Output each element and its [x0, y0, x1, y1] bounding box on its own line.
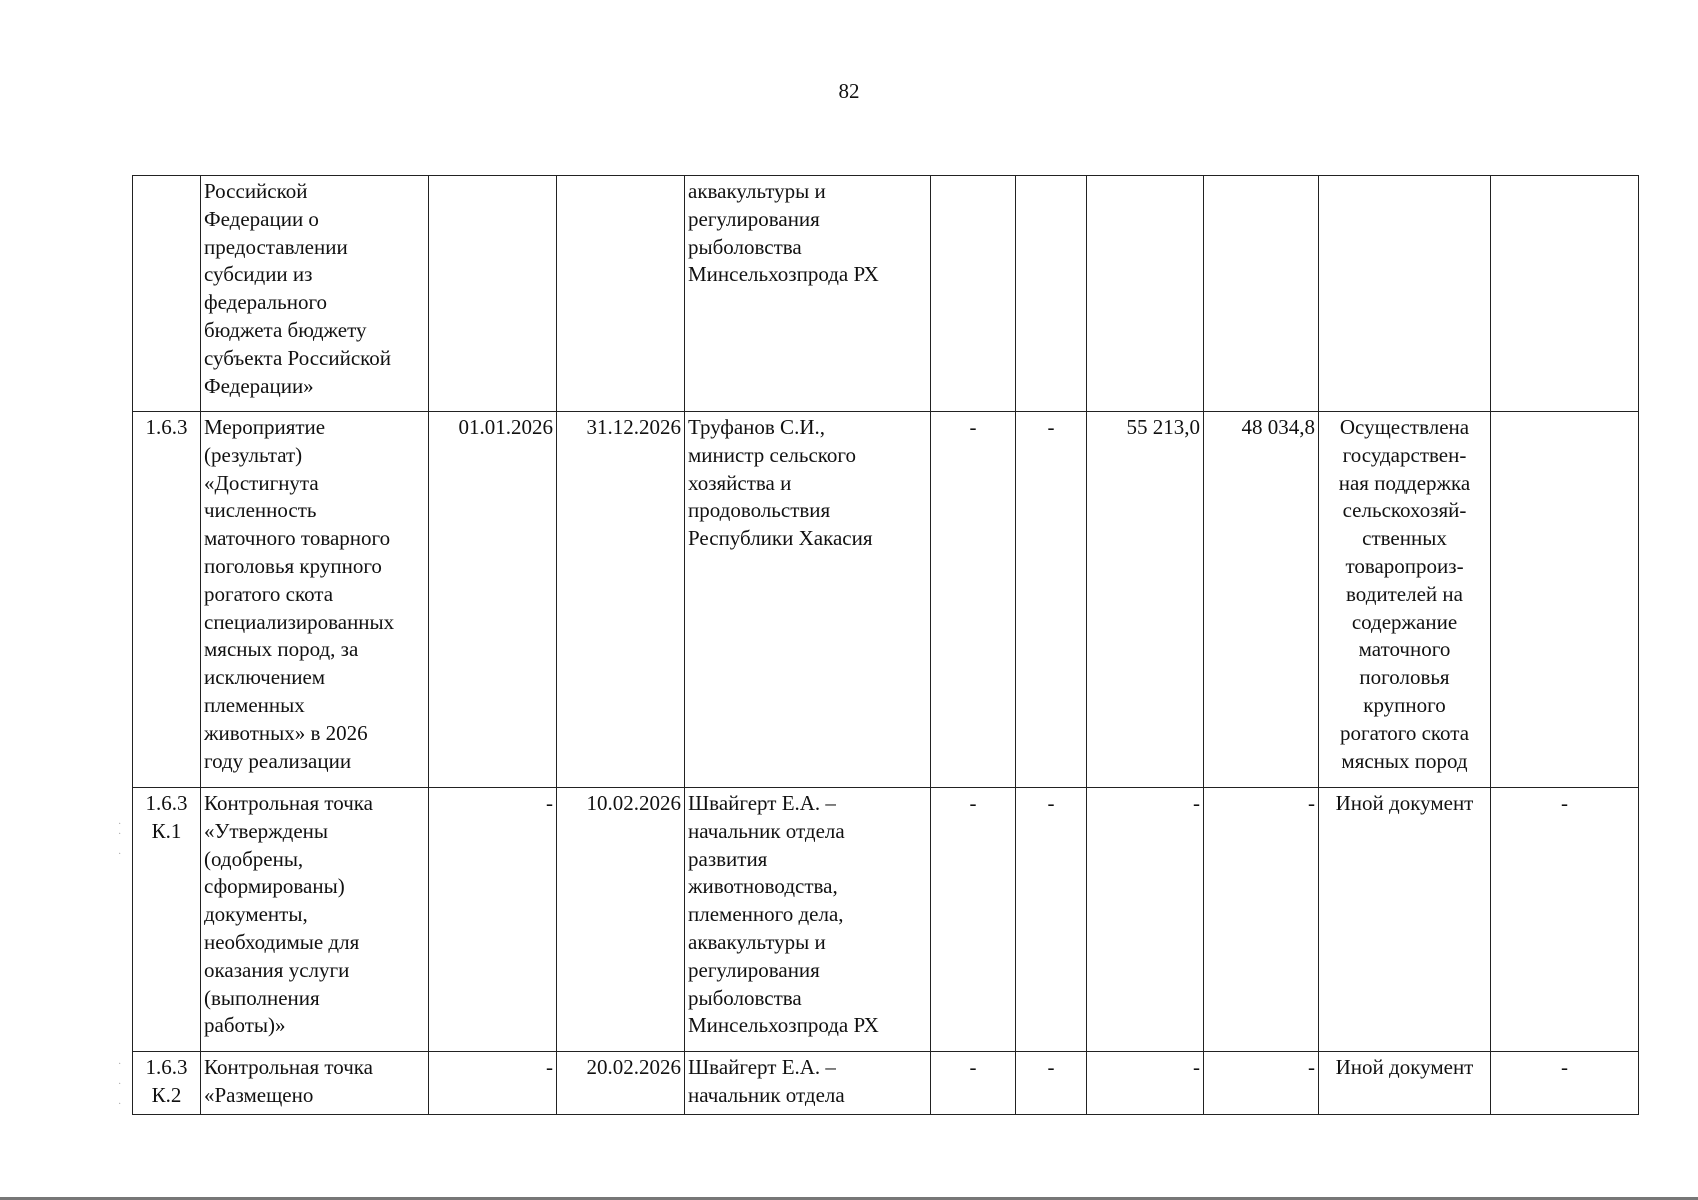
cell-activity-name-line: необходимые для — [204, 929, 360, 954]
cell-result-line: крупного — [1363, 692, 1446, 717]
cell-amount-2-text: - — [1308, 791, 1315, 815]
cell-amount-1 — [1087, 788, 1204, 1052]
cell-col-5-text: - — [969, 415, 977, 439]
cell-responsible-line: регулирования — [688, 957, 820, 982]
cell-result-line: рогатого скота — [1339, 720, 1470, 745]
cell-end-date — [557, 788, 685, 1052]
cell-activity-name-line: году реализации — [204, 748, 352, 773]
cell-col-6 — [1016, 788, 1087, 1052]
cell-end-date — [557, 412, 685, 788]
cell-col-6-text: - — [1047, 1055, 1055, 1079]
cell-activity-name-line: племенных — [204, 692, 305, 717]
cell-col-6 — [1016, 412, 1087, 788]
cell-amount-2 — [1204, 788, 1319, 1052]
cell-number — [133, 176, 201, 412]
cell-end-date-text: 31.12.2026 — [586, 415, 681, 439]
cell-end-date — [557, 1052, 685, 1115]
cell-start-date-text: 01.01.2026 — [458, 415, 553, 439]
table-row — [133, 788, 1639, 1052]
cell-activity-name — [201, 1052, 429, 1115]
cell-activity-name-line: исключением — [204, 665, 326, 690]
cell-responsible-line: аквакультуры и — [688, 179, 826, 203]
cell-activity-name-line: сформированы) — [204, 874, 345, 899]
cell-responsible-line: аквакультуры и — [688, 929, 826, 954]
cell-result-line: мясных пород — [1341, 748, 1468, 773]
cell-activity-name — [201, 412, 429, 788]
cell-number-line: 1.6.3 — [145, 415, 188, 439]
cell-activity-name-line: Контрольная точка — [204, 791, 374, 815]
cell-col-5 — [931, 788, 1016, 1052]
cell-col-10-text: - — [1561, 1055, 1568, 1079]
cell-start-date — [429, 788, 557, 1052]
cell-result-line: водителей на — [1346, 581, 1463, 606]
cell-col-10-text: - — [1561, 791, 1568, 815]
cell-col-6 — [1016, 1052, 1087, 1115]
cell-activity-name-line: «Размещено — [204, 1082, 314, 1107]
cell-amount-2 — [1204, 1052, 1319, 1115]
cell-activity-name-line: документы, — [204, 902, 308, 927]
cell-responsible-line: Швайгерт Е.А. – — [688, 791, 836, 815]
cell-result — [1319, 788, 1491, 1052]
cell-result — [1319, 176, 1491, 412]
cell-responsible-line: развития — [688, 846, 768, 871]
cell-number-line: 1.6.3 — [145, 1055, 188, 1079]
cell-result-line: маточного — [1358, 637, 1451, 662]
cell-responsible-line: продовольствия — [688, 498, 831, 523]
cell-col-10 — [1491, 176, 1639, 412]
cell-end-date — [557, 176, 685, 412]
cell-responsible-line: Труфанов С.И., — [688, 415, 825, 439]
cell-col-5 — [931, 1052, 1016, 1115]
cell-result — [1319, 1052, 1491, 1115]
cell-activity-name-line: оказания услуги — [204, 957, 350, 982]
scan-artifact: · · · — [118, 819, 122, 860]
cell-responsible-line: рыболовства — [688, 234, 802, 259]
cell-responsible-line: животноводства, — [688, 874, 838, 899]
cell-responsible-line: хозяйства и — [688, 470, 792, 495]
cell-activity-name-line: мясных пород, за — [204, 637, 359, 662]
cell-start-date-text: - — [546, 791, 553, 815]
cell-result-line: Иной документ — [1335, 1055, 1474, 1079]
program-table — [132, 175, 1639, 1115]
cell-col-10 — [1491, 412, 1639, 788]
cell-number — [133, 1052, 201, 1115]
cell-activity-name-line: «Достигнута — [204, 470, 319, 495]
cell-activity-name-line: рогатого скота — [204, 581, 334, 606]
cell-activity-name-line: субъекта Российской — [204, 345, 392, 370]
cell-activity-name-line: животных» в 2026 — [204, 720, 368, 745]
cell-activity-name-line: специализированных — [204, 609, 395, 634]
page-number: 82 — [838, 79, 860, 103]
cell-responsible-line: начальник отдела — [688, 1082, 845, 1107]
cell-number — [133, 412, 201, 788]
cell-activity-name-line: бюджета бюджету — [204, 317, 367, 342]
cell-start-date — [429, 412, 557, 788]
cell-activity-name-line: Контрольная точка — [204, 1055, 374, 1079]
cell-responsible-line: начальник отдела — [688, 818, 845, 843]
cell-amount-1-text: 55 213,0 — [1126, 415, 1200, 439]
cell-activity-name — [201, 788, 429, 1052]
cell-amount-1 — [1087, 1052, 1204, 1115]
cell-responsible-line: Минсельхозпрода РХ — [688, 262, 879, 287]
cell-number — [133, 788, 201, 1052]
scan-artifact: · · · — [118, 1059, 122, 1110]
cell-activity-name-line: субсидии из — [204, 262, 313, 287]
cell-amount-1 — [1087, 176, 1204, 412]
cell-col-5 — [931, 176, 1016, 412]
cell-col-5-text: - — [969, 791, 977, 815]
cell-end-date-text: 10.02.2026 — [586, 791, 681, 815]
cell-col-6-text: - — [1047, 791, 1055, 815]
cell-activity-name-line: Российской — [204, 179, 308, 203]
cell-responsible — [685, 412, 931, 788]
cell-activity-name-line: «Утверждены — [204, 818, 329, 843]
table-row — [133, 1052, 1639, 1115]
cell-start-date-text: - — [546, 1055, 553, 1079]
cell-activity-name-line: (одобрены, — [204, 846, 304, 871]
cell-responsible — [685, 788, 931, 1052]
cell-activity-name-line: (выполнения — [204, 985, 320, 1010]
cell-result — [1319, 412, 1491, 788]
cell-responsible-line: рыболовства — [688, 985, 802, 1010]
cell-start-date — [429, 1052, 557, 1115]
cell-result-line: государствен- — [1342, 442, 1467, 467]
cell-result-line: товаропроиз- — [1345, 553, 1464, 578]
cell-activity-name-line: маточного товарного — [204, 526, 391, 551]
cell-result-line: ственных — [1362, 526, 1447, 551]
cell-number-line: К.1 — [151, 818, 182, 843]
cell-col-6-text: - — [1047, 415, 1055, 439]
cell-responsible-line: Минсельхозпрода РХ — [688, 1013, 879, 1038]
cell-col-5-text: - — [969, 1055, 977, 1079]
cell-activity-name-line: Федерации» — [204, 373, 314, 398]
cell-activity-name — [201, 176, 429, 412]
cell-result-line: содержание — [1351, 609, 1458, 634]
cell-activity-name-line: (результат) — [204, 442, 303, 467]
cell-activity-name-line: работы)» — [204, 1013, 286, 1038]
cell-result-line: поголовья — [1359, 665, 1450, 690]
cell-activity-name-line: поголовья крупного — [204, 553, 382, 578]
cell-activity-name-line: предоставлении — [204, 234, 348, 259]
cell-responsible-line: Республики Хакасия — [688, 526, 873, 551]
cell-responsible-line: Швайгерт Е.А. – — [688, 1055, 836, 1079]
cell-amount-2 — [1204, 176, 1319, 412]
cell-result-line: ная поддержка — [1338, 470, 1471, 495]
cell-responsible-line: регулирования — [688, 206, 820, 231]
cell-amount-1-text: - — [1193, 791, 1200, 815]
cell-col-10 — [1491, 788, 1639, 1052]
cell-number-line: К.2 — [151, 1082, 182, 1107]
cell-amount-1-text: - — [1193, 1055, 1200, 1079]
cell-result-line: Осуществлена — [1339, 415, 1470, 439]
cell-col-5 — [931, 412, 1016, 788]
cell-result-line: сельскохозяй- — [1342, 498, 1467, 523]
cell-amount-1 — [1087, 412, 1204, 788]
cell-activity-name-line: Мероприятие — [204, 415, 326, 439]
cell-responsible — [685, 176, 931, 412]
cell-responsible-line: министр сельского — [688, 442, 857, 467]
cell-end-date-text: 20.02.2026 — [586, 1055, 681, 1079]
cell-amount-2 — [1204, 412, 1319, 788]
cell-activity-name-line: численность — [204, 498, 317, 523]
cell-amount-2-text: - — [1308, 1055, 1315, 1079]
cell-result-line: Иной документ — [1335, 791, 1474, 815]
cell-col-10 — [1491, 1052, 1639, 1115]
cell-number-line: 1.6.3 — [145, 791, 188, 815]
cell-activity-name-line: Федерации о — [204, 206, 319, 231]
table-row — [133, 412, 1639, 788]
cell-col-6 — [1016, 176, 1087, 412]
cell-activity-name-line: федерального — [204, 290, 328, 315]
cell-amount-2-text: 48 034,8 — [1241, 415, 1315, 439]
cell-responsible — [685, 1052, 931, 1115]
cell-start-date — [429, 176, 557, 412]
table-row — [133, 176, 1639, 412]
cell-responsible-line: племенного дела, — [688, 902, 844, 927]
